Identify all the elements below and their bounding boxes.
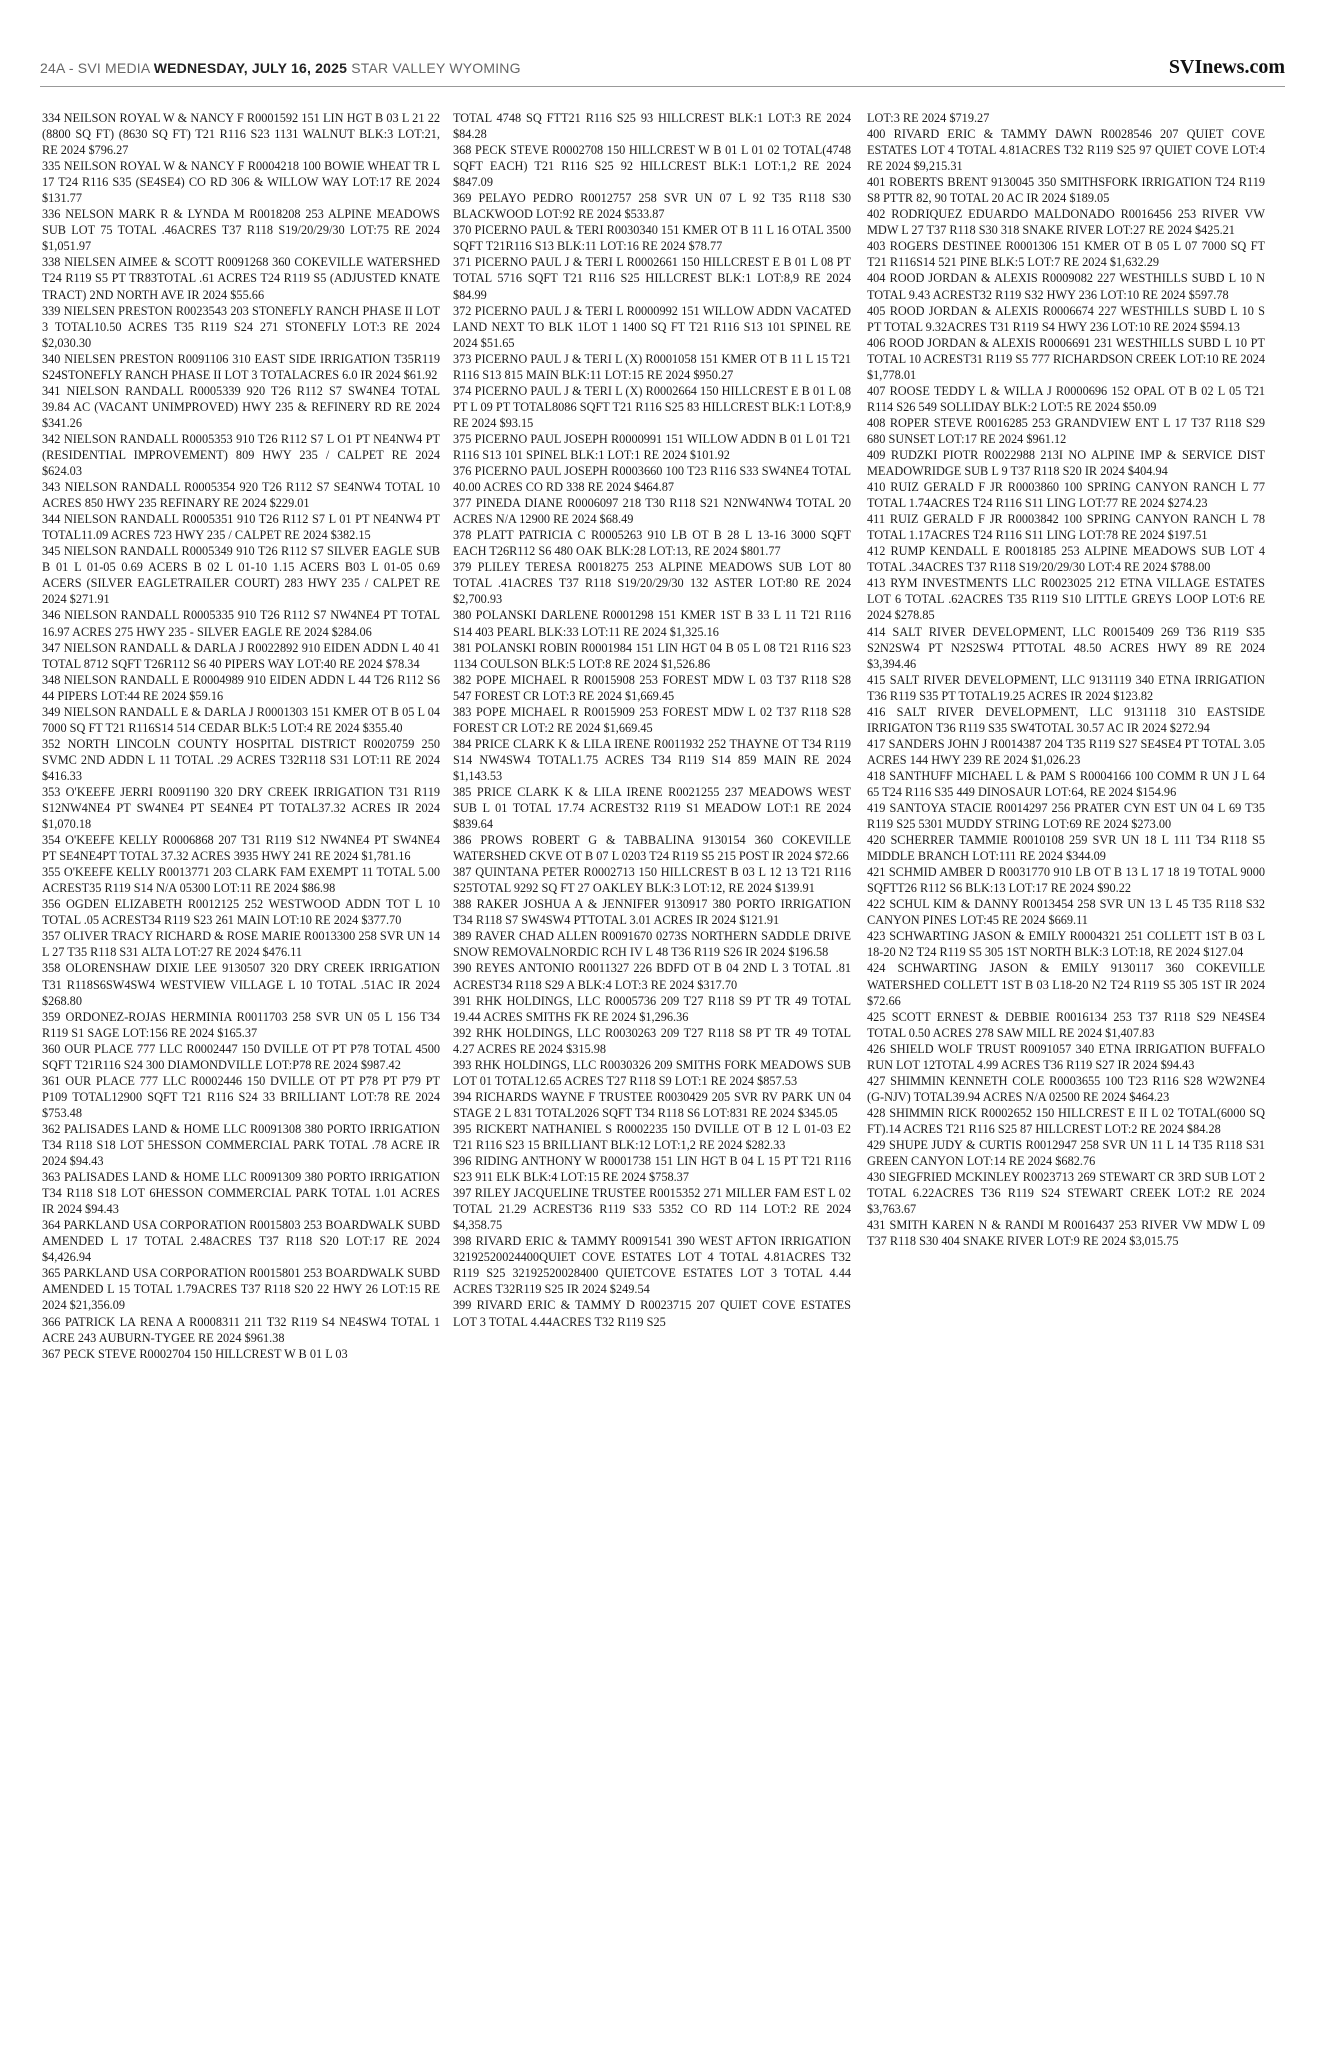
tax-listing-entry: 401 ROBERTS BRENT 9130045 350 SMITHSFORK IRRIGATION T24 R119 S8 PTTR 82, 90 TOTAL 20 AC IR 2024 $189.05 [867,175,1265,206]
legal-notice-column-1 [42,110,440,2030]
tax-listing-entry: 399 RIVARD ERIC & TAMMY D R0023715 207 QUIET COVE ESTATES LOT 3 TOTAL 4.44ACRES T32 R119 S25 [453,1298,851,1329]
tax-listing-entry: 366 PATRICK LA RENA A R0008311 211 T32 R119 S4 NE4SW4 TOTAL 1 ACRE 243 AUBURN-TYGEE RE 2024 $961.38 [42,1314,440,1345]
tax-listing-entry: 376 PICERNO PAUL JOSEPH R0003660 100 T23 R116 S33 SW4NE4 TOTAL 40.00 ACRES CO RD 338 RE 2024 $464.87 [453,464,851,495]
tax-listing-entry: 420 SCHERRER TAMMIE R0010108 259 SVR UN 18 L 111 T34 R118 S5 MIDDLE BRANCH LOT:111 RE 2024 $344.09 [867,833,1265,864]
page-header [40,56,1285,87]
publisher-name: SVI MEDIA [77,60,150,76]
tax-listing-entry: 342 NIELSON RANDALL R0005353 910 T26 R112 S7 L O1 PT NE4NW4 PT (RESIDENTIAL IMPROVEMENT) 809 HWY 235 / CALPET RE 2024 $624.03 [42,431,440,479]
tax-listing-entry: 364 PARKLAND USA CORPORATION R0015803 253 BOARDWALK SUBD AMENDED L 17 TOTAL 2.48ACRES T37 R118 S20 LOT:17 RE 2024 $4,426.94 [42,1218,440,1265]
tax-listing-entry: 374 PICERNO PAUL J & TERI L (X) R0002664 150 HILLCREST E B 01 L 08 PT L 09 PT TOTAL8086 SQFT T21 R116 S25 83 HILLCREST BLK:1 LOT:8,9 RE 2024 $93.15 [453,383,851,430]
tax-listing-entry: 425 SCOTT ERNEST & DEBBIE R0016134 253 T37 R118 S29 NE4SE4 TOTAL 0.50 ACRES 278 SAW MILL RE 2024 $1,407.83 [867,1009,1265,1040]
tax-listing-entry: 373 PICERNO PAUL J & TERI L (X) R0001058 151 KMER OT B 11 L 15 T21 R116 S13 815 MAIN BLK:11 LOT:15 RE 2024 $950.27 [453,351,851,382]
tax-listing-entry: 341 NIELSON RANDALL R0005339 920 T26 R112 S7 SW4NE4 TOTAL 39.84 AC (VACANT UNIMPROVED) HWY 235 & REFINERY RD RE 2024 $341.26 [42,383,440,430]
tax-listing-entry: 346 NIELSON RANDALL R0005335 910 T26 R112 S7 NW4NE4 PT TOTAL 16.97 ACRES 275 HWY 235 - SILVER EAGLE RE 2024 $284.06 [42,608,440,639]
tax-listing-entry: 353 O'KEEFE JERRI R0091190 320 DRY CREEK IRRIGATION T31 R119 S12NW4NE4 PT SW4NE4 PT SE4NE4 PT TOTAL37.32 ACRES IR 2024 $1,070.18 [42,784,440,832]
paper-name: STAR VALLEY WYOMING [351,60,521,76]
tax-listing-entry: 407 ROOSE TEDDY L & WILLA J R0000696 152 OPAL OT B 02 L 05 T21 R114 S26 549 SOLLIDAY BLK:2 LOT:5 RE 2024 $50.09 [867,383,1265,414]
tax-listing-entry: 385 PRICE CLARK K & LILA IRENE R0021255 237 MEADOWS WEST SUB L 01 TOTAL 17.74 ACREST32 R119 S1 MEADOW LOT:1 RE 2024 $839.64 [453,784,851,832]
tax-listing-entry: 345 NIELSON RANDALL R0005349 910 T26 R112 S7 SILVER EAGLE SUB B 01 L 01-05 0.69 ACERS B 02 L 01-10 1.15 ACERS B03 L 01-05 0.69 ACERS (SILVER EAGLETRAILER COURT) 283 HWY 235 / CALPET RE 2024 $271.91 [42,544,440,607]
tax-listing-entry: 395 RICKERT NATHANIEL S R0002235 150 DVILLE OT B 12 L 01-03 E2 T21 R116 S23 15 BRILLIANT BLK:12 LOT:1,2 RE 2024 $282.33 [453,1121,851,1152]
tax-listing-entry: 405 ROOD JORDAN & ALEXIS R0006674 227 WESTHILLS SUBD L 10 S PT TOTAL 9.32ACRES T31 R119 S4 HWY 236 LOT:10 RE 2024 $594.13 [867,303,1265,334]
tax-listing-entry: 386 PROWS ROBERT G & TABBALINA 9130154 360 COKEVILLE WATERSHED CKVE OT B 07 L 0203 T24 R119 S5 215 POST IR 2024 $72.66 [453,833,851,864]
tax-listing-entry: 344 NIELSON RANDALL R0005351 910 T26 R112 S7 L 01 PT NE4NW4 PT TOTAL11.09 ACRES 723 HWY 235 / CALPET RE 2024 $382.15 [42,512,440,543]
tax-listing-entry: 380 POLANSKI DARLENE R0001298 151 KMER 1ST B 33 L 11 T21 R116 S14 403 PEARL BLK:33 LOT:11 RE 2024 $1,325.16 [453,608,851,639]
tax-listing-entry: 403 ROGERS DESTINEE R0001306 151 KMER OT B 05 L 07 7000 SQ FT T21 R116S14 521 PINE BLK:5 LOT:7 RE 2024 $1,632.29 [867,239,1265,270]
page-number: 24A [40,60,65,76]
tax-listing-entry: 360 OUR PLACE 777 LLC R0002447 150 DVILLE OT PT P78 TOTAL 4500 SQFT T21R116 S24 300 DIAMONDVILLE LOT:P78 RE 2024 $987.42 [42,1041,440,1072]
tax-listing-entry: 354 O'KEEFE KELLY R0006868 207 T31 R119 S12 NW4NE4 PT SW4NE4 PT SE4NE4PT TOTAL 37.32 ACRES 3935 HWY 241 RE 2024 $1,781.16 [42,833,440,864]
tax-listing-entry: 381 POLANSKI ROBIN R0001984 151 LIN HGT 04 B 05 L 08 T21 R116 S23 1134 COULSON BLK:5 LOT:8 RE 2024 $1,526.86 [453,640,851,671]
tax-listing-entry: 431 SMITH KAREN N & RANDI M R0016437 253 RIVER VW MDW L 09 T37 R118 S30 404 SNAKE RIVER LOT:9 RE 2024 $3,015.75 [867,1218,1265,1249]
tax-listing-entry: 411 RUIZ GERALD F JR R0003842 100 SPRING CANYON RANCH L 78 TOTAL 1.17ACRES T24 R116 S11 LING LOT:78 RE 2024 $197.51 [867,512,1265,543]
tax-listing-entry: 347 NIELSON RANDALL & DARLA J R0022892 910 EIDEN ADDN L 40 41 TOTAL 8712 SQFT T26R112 S6 40 PIPERS WAY LOT:40 RE 2024 $78.34 [42,640,440,671]
tax-listing-entry: 421 SCHMID AMBER D R0031770 910 LB OT B 13 L 17 18 19 TOTAL 9000 SQFTT26 R112 S6 BLK:13 LOT:17 RE 2024 $90.22 [867,865,1265,896]
tax-listing-entry: 429 SHUPE JUDY & CURTIS R0012947 258 SVR UN 11 L 14 T35 R118 S31 GREEN CANYON LOT:14 RE 2024 $682.76 [867,1138,1265,1169]
tax-listing-entry: 406 ROOD JORDAN & ALEXIS R0006691 231 WESTHILLS SUBD L 10 PT TOTAL 10 ACREST31 R119 S5 777 RICHARDSON CREEK LOT:10 RE 2024 $1,778.01 [867,335,1265,382]
tax-listing-entry: 397 RILEY JACQUELINE TRUSTEE R0015352 271 MILLER FAM EST L 02 TOTAL 21.29 ACREST36 R119 S33 5352 CO RD 114 LOT:2 RE 2024 $4,358.75 [453,1186,851,1233]
tax-listing-entry: LOT:3 RE 2024 $719.27 [867,111,990,125]
tax-listing-entry: 368 PECK STEVE R0002708 150 HILLCREST W B 01 L 01 02 TOTAL(4748 SQFT EACH) T21 R116 S25 92 HILLCREST BLK:1 LOT:1,2 RE 2024 $847.09 [453,143,851,190]
tax-listing-entry: 414 SALT RIVER DEVELOPMENT, LLC R0015409 269 T36 R119 S35 S2N2SW4 PT N2S2SW4 PTTOTAL 48.50 ACRES HWY 89 RE 2024 $3,394.46 [867,624,1265,671]
tax-listing-entry: 363 PALISADES LAND & HOME LLC R0091309 380 PORTO IRRIGATION T34 R118 S18 LOT 6HESSON COMMERCIAL PARK TOTAL 1.01 ACRES IR 2024 $94.43 [42,1170,440,1217]
tax-listing-entry: TOTAL 4748 SQ FTT21 R116 S25 93 HILLCREST BLK:1 LOT:3 RE 2024 $84.28 [453,111,851,142]
tax-listing-entry: 392 RHK HOLDINGS, LLC R0030263 209 T27 R118 S8 PT TR 49 TOTAL 4.27 ACRES RE 2024 $315.98 [453,1025,851,1056]
tax-listing-entry: 358 OLORENSHAW DIXIE LEE 9130507 320 DRY CREEK IRRIGATION T31 R118S6SW4SW4 WESTVIEW VILLAGE L 10 TOTAL .51AC IR 2024 $268.80 [42,961,440,1008]
tax-listing-entry: 427 SHIMMIN KENNETH COLE R0003655 100 T23 R116 S28 W2W2NE4 (G-NJV) TOTAL39.94 ACRES N/A 02500 RE 2024 $464.23 [867,1073,1265,1104]
tax-listing-entry: 398 RIVARD ERIC & TAMMY R0091541 390 WEST AFTON IRRIGATION 32192520024400QUIET COVE ESTATES LOT 4 TOTAL 4.81ACRES T32 R119 S25 32192520028400 QUIETCOVE ESTATES LOT 3 TOTAL 4.44 ACRES T32R119 S25 IR 2024 $249.54 [453,1234,851,1297]
tax-listing-entry: 412 RUMP KENDALL E R0018185 253 ALPINE MEADOWS SUB LOT 4 TOTAL .34ACRES T37 R118 S19/20/29/30 LOT:4 RE 2024 $788.00 [867,544,1265,575]
tax-listing-entry: 409 RUDZKI PIOTR R0022988 213I NO ALPINE IMP & SERVICE DIST MEADOWRIDGE SUB L 9 T37 R118 S20 IR 2024 $404.94 [867,447,1265,479]
tax-listing-entry: 378 PLATT PATRICIA C R0005263 910 LB OT B 28 L 13-16 3000 SQFT EACH T26R112 S6 480 OAK BLK:28 LOT:13, RE 2024 $801.77 [453,528,851,559]
tax-listing-entry: 356 OGDEN ELIZABETH R0012125 252 WESTWOOD ADDN TOT L 10 TOTAL .05 ACREST34 R119 S23 261 MAIN LOT:10 RE 2024 $377.70 [42,897,440,928]
tax-listing-entry: 382 POPE MICHAEL R R0015908 253 FOREST MDW L 03 T37 R118 S28 547 FOREST CR LOT:3 RE 2024 $1,669.45 [453,672,851,703]
tax-listing-entry: 372 PICERNO PAUL J & TERI L R0000992 151 WILLOW ADDN VACATED LAND NEXT TO BLK 1LOT 1 1400 SQ FT T21 R116 S13 101 SPINEL RE 2024 $51.65 [453,303,851,350]
tax-listing-entry: 423 SCHWARTING JASON & EMILY R0004321 251 COLLETT 1ST B 03 L 18-20 N2 T24 R119 S5 305 1ST NORTH BLK:3 LOT:18, RE 2024 $127.04 [867,929,1265,960]
tax-listing-entry: 361 OUR PLACE 777 LLC R0002446 150 DVILLE OT PT P78 PT P79 PT P109 TOTAL12900 SQFT T21 R116 S24 33 BRILLIANT LOT:78 RE 2024 $753.48 [42,1073,440,1120]
tax-listing-entry: 369 PELAYO PEDRO R0012757 258 SVR UN 07 L 92 T35 R118 S30 BLACKWOOD LOT:92 RE 2024 $533.87 [453,191,851,222]
tax-listing-entry: 343 NIELSON RANDALL R0005354 920 T26 R112 S7 SE4NW4 TOTAL 10 ACRES 850 HWY 235 REFINARY RE 2024 $229.01 [42,480,440,511]
tax-listing-entry: 379 PLILEY TERESA R0018275 253 ALPINE MEADOWS SUB LOT 80 TOTAL .41ACRES T37 R118 S19/20/29/30 132 ASTER LOT:80 RE 2024 $2,700.93 [453,560,851,607]
tax-listing-entry: 410 RUIZ GERALD F JR R0003860 100 SPRING CANYON RANCH L 77 TOTAL 1.74ACRES T24 R116 S11 LING LOT:77 RE 2024 $274.23 [867,480,1265,511]
tax-listing-entry: 375 PICERNO PAUL JOSEPH R0000991 151 WILLOW ADDN B 01 L 01 T21 R116 S13 101 SPINEL BLK:1 LOT:1 RE 2024 $101.92 [453,431,851,462]
tax-listing-entry: 371 PICERNO PAUL J & TERI L R0002661 150 HILLCREST E B 01 L 08 PT TOTAL 5716 SQFT T21 R116 S25 HILLCREST BLK:1 LOT:8,9 RE 2024 $84.99 [453,255,851,302]
tax-listing-entry: 383 POPE MICHAEL R R0015909 253 FOREST MDW L 02 T37 R118 S28 FOREST CR LOT:2 RE 2024 $1,669.45 [453,704,851,735]
tax-listing-entry: 339 NIELSEN PRESTON R0023543 203 STONEFLY RANCH PHASE II LOT 3 TOTAL10.50 ACRES T35 R119 S24 271 STONEFLY LOT:3 RE 2024 $2,030.30 [42,303,440,350]
tax-listing-entry: 387 QUINTANA PETER R0002713 150 HILLCREST B 03 L 12 13 T21 R116 S25TOTAL 9292 SQ FT 27 OAKLEY BLK:3 LOT:12, RE 2024 $139.91 [453,865,851,896]
legal-notice-column-2 [453,110,851,2030]
tax-listing-entry: 416 SALT RIVER DEVELOPMENT, LLC 9131118 310 EASTSIDE IRRIGATON T36 R119 S35 SW4TOTAL 30.57 AC IR 2024 $272.94 [867,704,1265,735]
tax-listing-entry: 404 ROOD JORDAN & ALEXIS R0009082 227 WESTHILLS SUBD L 10 N TOTAL 9.43 ACREST32 R119 S32 HWY 236 LOT:10 RE 2024 $597.78 [867,271,1265,302]
tax-listing-entry: 335 NEILSON ROYAL W & NANCY F R0004218 100 BOWIE WHEAT TR L 17 T24 R116 S35 (SE4SE4) CO RD 306 & WILLOW WAY LOT:17 RE 2024 $131.77 [42,159,440,206]
tax-listing-entry: 336 NELSON MARK R & LYNDA M R0018208 253 ALPINE MEADOWS SUB LOT 75 TOTAL .46ACRES T37 R118 S19/20/29/30 LOT:75 RE 2024 $1,051.97 [42,207,440,254]
tax-listing-entry: 362 PALISADES LAND & HOME LLC R0091308 380 PORTO IRRIGATION T34 R118 S18 LOT 5HESSON COMMERCIAL PARK TOTAL .78 ACRE IR 2024 $94.43 [42,1121,440,1169]
tax-listing-entry: 393 RHK HOLDINGS, LLC R0030326 209 SMITHS FORK MEADOWS SUB LOT 01 TOTAL12.65 ACRES T27 R118 S9 LOT:1 RE 2024 $857.53 [453,1057,851,1088]
tax-listing-entry: 334 NEILSON ROYAL W & NANCY F R0001592 151 LIN HGT B 03 L 21 22 (8800 SQ FT) (8630 SQ FT) T21 R116 S23 1131 WALNUT BLK:3 LOT:21, RE 2024 $796.27 [42,111,440,158]
tax-listing-entry: 415 SALT RIVER DEVELOPMENT, LLC 9131119 340 ETNA IRRIGATION T36 R119 S35 PT TOTAL19.25 ACRES IR 2024 $123.82 [867,672,1265,703]
tax-listing-entry: 340 NIELSEN PRESTON R0091106 310 EAST SIDE IRRIGATION T35R119 S24STONEFLY RANCH PHASE II LOT 3 TOTALACRES 6.0 IR 2024 $61.92 [42,351,440,382]
tax-listing-entry: 400 RIVARD ERIC & TAMMY DAWN R0028546 207 QUIET COVE ESTATES LOT 4 TOTAL 4.81ACRES T32 R119 S25 97 QUIET COVE LOT:4 RE 2024 $9,215.31 [867,127,1265,174]
tax-listing-entry: 413 RYM INVESTMENTS LLC R0023025 212 ETNA VILLAGE ESTATES LOT 6 TOTAL .62ACRES T35 R119 S10 LITTLE GREYS LOOP LOT:6 RE 2024 $278.85 [867,576,1265,623]
issue-date: WEDNESDAY, JULY 16, 2025 [153,60,348,76]
tax-listing-entry: 367 PECK STEVE R0002704 150 HILLCREST W B 01 L 03 [42,1346,348,1361]
tax-listing-entry: 349 NIELSON RANDALL E & DARLA J R0001303 151 KMER OT B 05 L 04 7000 SQ FT T21 R116S14 514 CEDAR BLK:5 LOT:4 RE 2024 $355.40 [42,704,440,735]
tax-listing-entry: 384 PRICE CLARK K & LILA IRENE R0011932 252 THAYNE OT T34 R119 S14 NW4SW4 TOTAL1.75 ACRES T34 R119 S14 859 MAIN RE 2024 $1,143.53 [453,736,851,783]
tax-listing-entry: 394 RICHARDS WAYNE F TRUSTEE R0030429 205 SVR RV PARK UN 04 STAGE 2 L 831 TOTAL2026 SQFT T34 R118 S6 LOT:831 RE 2024 $345.05 [453,1089,851,1120]
tax-listing-entry: 417 SANDERS JOHN J R0014387 204 T35 R119 S27 SE4SE4 PT TOTAL 3.05 ACRES 144 HWY 239 RE 2024 $1,026.23 [867,736,1265,767]
tax-listing-entry: 408 ROPER STEVE R0016285 253 GRANDVIEW ENT L 17 T37 R118 S29 680 SUNSET LOT:17 RE 2024 $961.12 [867,415,1265,446]
tax-listing-entry: 396 RIDING ANTHONY W R0001738 151 LIN HGT B 04 L 15 PT T21 R116 S23 911 ELK BLK:4 LOT:15 RE 2024 $758.37 [453,1154,851,1185]
tax-listing-entry: 391 RHK HOLDINGS, LLC R0005736 209 T27 R118 S9 PT TR 49 TOTAL 19.44 ACRES SMITHS FK RE 2024 $1,296.36 [453,993,851,1024]
legal-notice-column-3 [867,110,1265,2030]
tax-listing-entry: 377 PINEDA DIANE R0006097 218 T30 R118 S21 N2NW4NW4 TOTAL 20 ACRES N/A 12900 RE 2024 $68.49 [453,496,851,527]
tax-listing-entry: 419 SANTOYA STACIE R0014297 256 PRATER CYN EST UN 04 L 69 T35 R119 S25 5301 MUDDY STRING LOT:69 RE 2024 $273.00 [867,801,1265,832]
tax-listing-entry: 390 REYES ANTONIO R0011327 226 BDFD OT B 04 2ND L 3 TOTAL .81 ACREST34 R118 S29 A BLK:4 LOT:3 RE 2024 $317.70 [453,961,851,992]
site-name: SVInews.com [1168,56,1285,78]
tax-listing-entry: 428 SHIMMIN RICK R0002652 150 HILLCREST E II L 02 TOTAL(6000 SQ FT).14 ACRES T21 R116 S25 87 HILLCREST LOT:2 RE 2024 $84.28 [867,1105,1265,1136]
tax-listing-entry: 402 RODRIQUEZ EDUARDO MALDONADO R0016456 253 RIVER VW MDW L 27 T37 R118 S30 318 SNAKE RIVER LOT:27 RE 2024 $425.21 [867,207,1265,238]
tax-listing-entry: 422 SCHUL KIM & DANNY R0013454 258 SVR UN 13 L 45 T35 R118 S32 CANYON PINES LOT:45 RE 2024 $669.11 [867,897,1265,928]
header-info: 24A - SVI MEDIA WEDNESDAY, JULY 16, 2025 STAR VALLEY WYOMING [40,60,521,76]
tax-listing-entry: 388 RAKER JOSHUA A & JENNIFER 9130917 380 PORTO IRRIGATION T34 R118 S7 SW4SW4 PTTOTAL 3.01 ACRES IR 2024 $121.91 [453,897,851,928]
tax-listing-entry: 370 PICERNO PAUL & TERI R0030340 151 KMER OT B 11 L 16 OTAL 3500 SQFT T21R116 S13 BLK:11 LOT:16 RE 2024 $78.77 [453,223,851,254]
tax-listing-entry: 355 O'KEEFE KELLY R0013771 203 CLARK FAM EXEMPT 11 TOTAL 5.00 ACREST35 R119 S14 N/A 05300 LOT:11 RE 2024 $86.98 [42,865,440,896]
tax-listing-entry: 365 PARKLAND USA CORPORATION R0015801 253 BOARDWALK SUBD AMENDED L 15 TOTAL 1.79ACRES T37 R118 S20 22 HWY 26 LOT:15 RE 2024 $21,356.09 [42,1266,440,1313]
tax-listing-entry: 348 NIELSON RANDALL E R0004989 910 EIDEN ADDN L 44 T26 R112 S6 44 PIPERS LOT:44 RE 2024 $59.16 [42,672,440,703]
tax-listing-entry: 357 OLIVER TRACY RICHARD & ROSE MARIE R0013300 258 SVR UN 14 L 27 T35 R118 S31 ALTA LOT:27 RE 2024 $476.11 [42,929,440,960]
tax-listing-entry: 418 SANTHUFF MICHAEL L & PAM S R0004166 100 COMM R UN J L 64 65 T24 R116 S35 449 DINOSAUR LOT:64, RE 2024 $154.96 [867,768,1265,799]
tax-listing-entry: 426 SHIELD WOLF TRUST R0091057 340 ETNA IRRIGATION BUFFALO RUN LOT 12TOTAL 4.99 ACRES T36 R119 S27 IR 2024 $94.43 [867,1041,1265,1072]
tax-listing-entry: 430 SIEGFRIED MCKINLEY R0023713 269 STEWART CR 3RD SUB LOT 2 TOTAL 6.22ACRES T36 R119 S24 STEWART CREEK LOT:2 RE 2024 $3,763.67 [867,1170,1265,1217]
tax-listing-entry: 338 NIELSEN AIMEE & SCOTT R0091268 360 COKEVILLE WATERSHED T24 R119 S5 PT TR83TOTAL .61 ACRES T24 R119 S5 (ADJUSTED KNATE TRACT) 2ND NORTH AVE IR 2024 $55.66 [42,255,440,302]
tax-listing-entry: 352 NORTH LINCOLN COUNTY HOSPITAL DISTRICT R0020759 250 SVMC 2ND ADDN L 11 TOTAL .29 ACRES T32R118 S31 LOT:11 RE 2024 $416.33 [42,736,440,783]
tax-listing-entry: 424 SCHWARTING JASON & EMILY 9130117 360 COKEVILLE WATERSHED COLLETT 1ST B 03 L18-20 N2 T24 R119 S5 305 1ST IR 2024 $72.66 [867,961,1265,1008]
tax-listing-entry: 359 ORDONEZ-ROJAS HERMINIA R0011703 258 SVR UN 05 L 156 T34 R119 S1 SAGE LOT:156 RE 2024 $165.37 [42,1009,440,1040]
tax-listing-entry: 389 RAVER CHAD ALLEN R0091670 0273S NORTHERN SADDLE DRIVE SNOW REMOVALNORDIC RCH IV L 48 T36 R119 S26 IR 2024 $196.58 [453,929,851,960]
